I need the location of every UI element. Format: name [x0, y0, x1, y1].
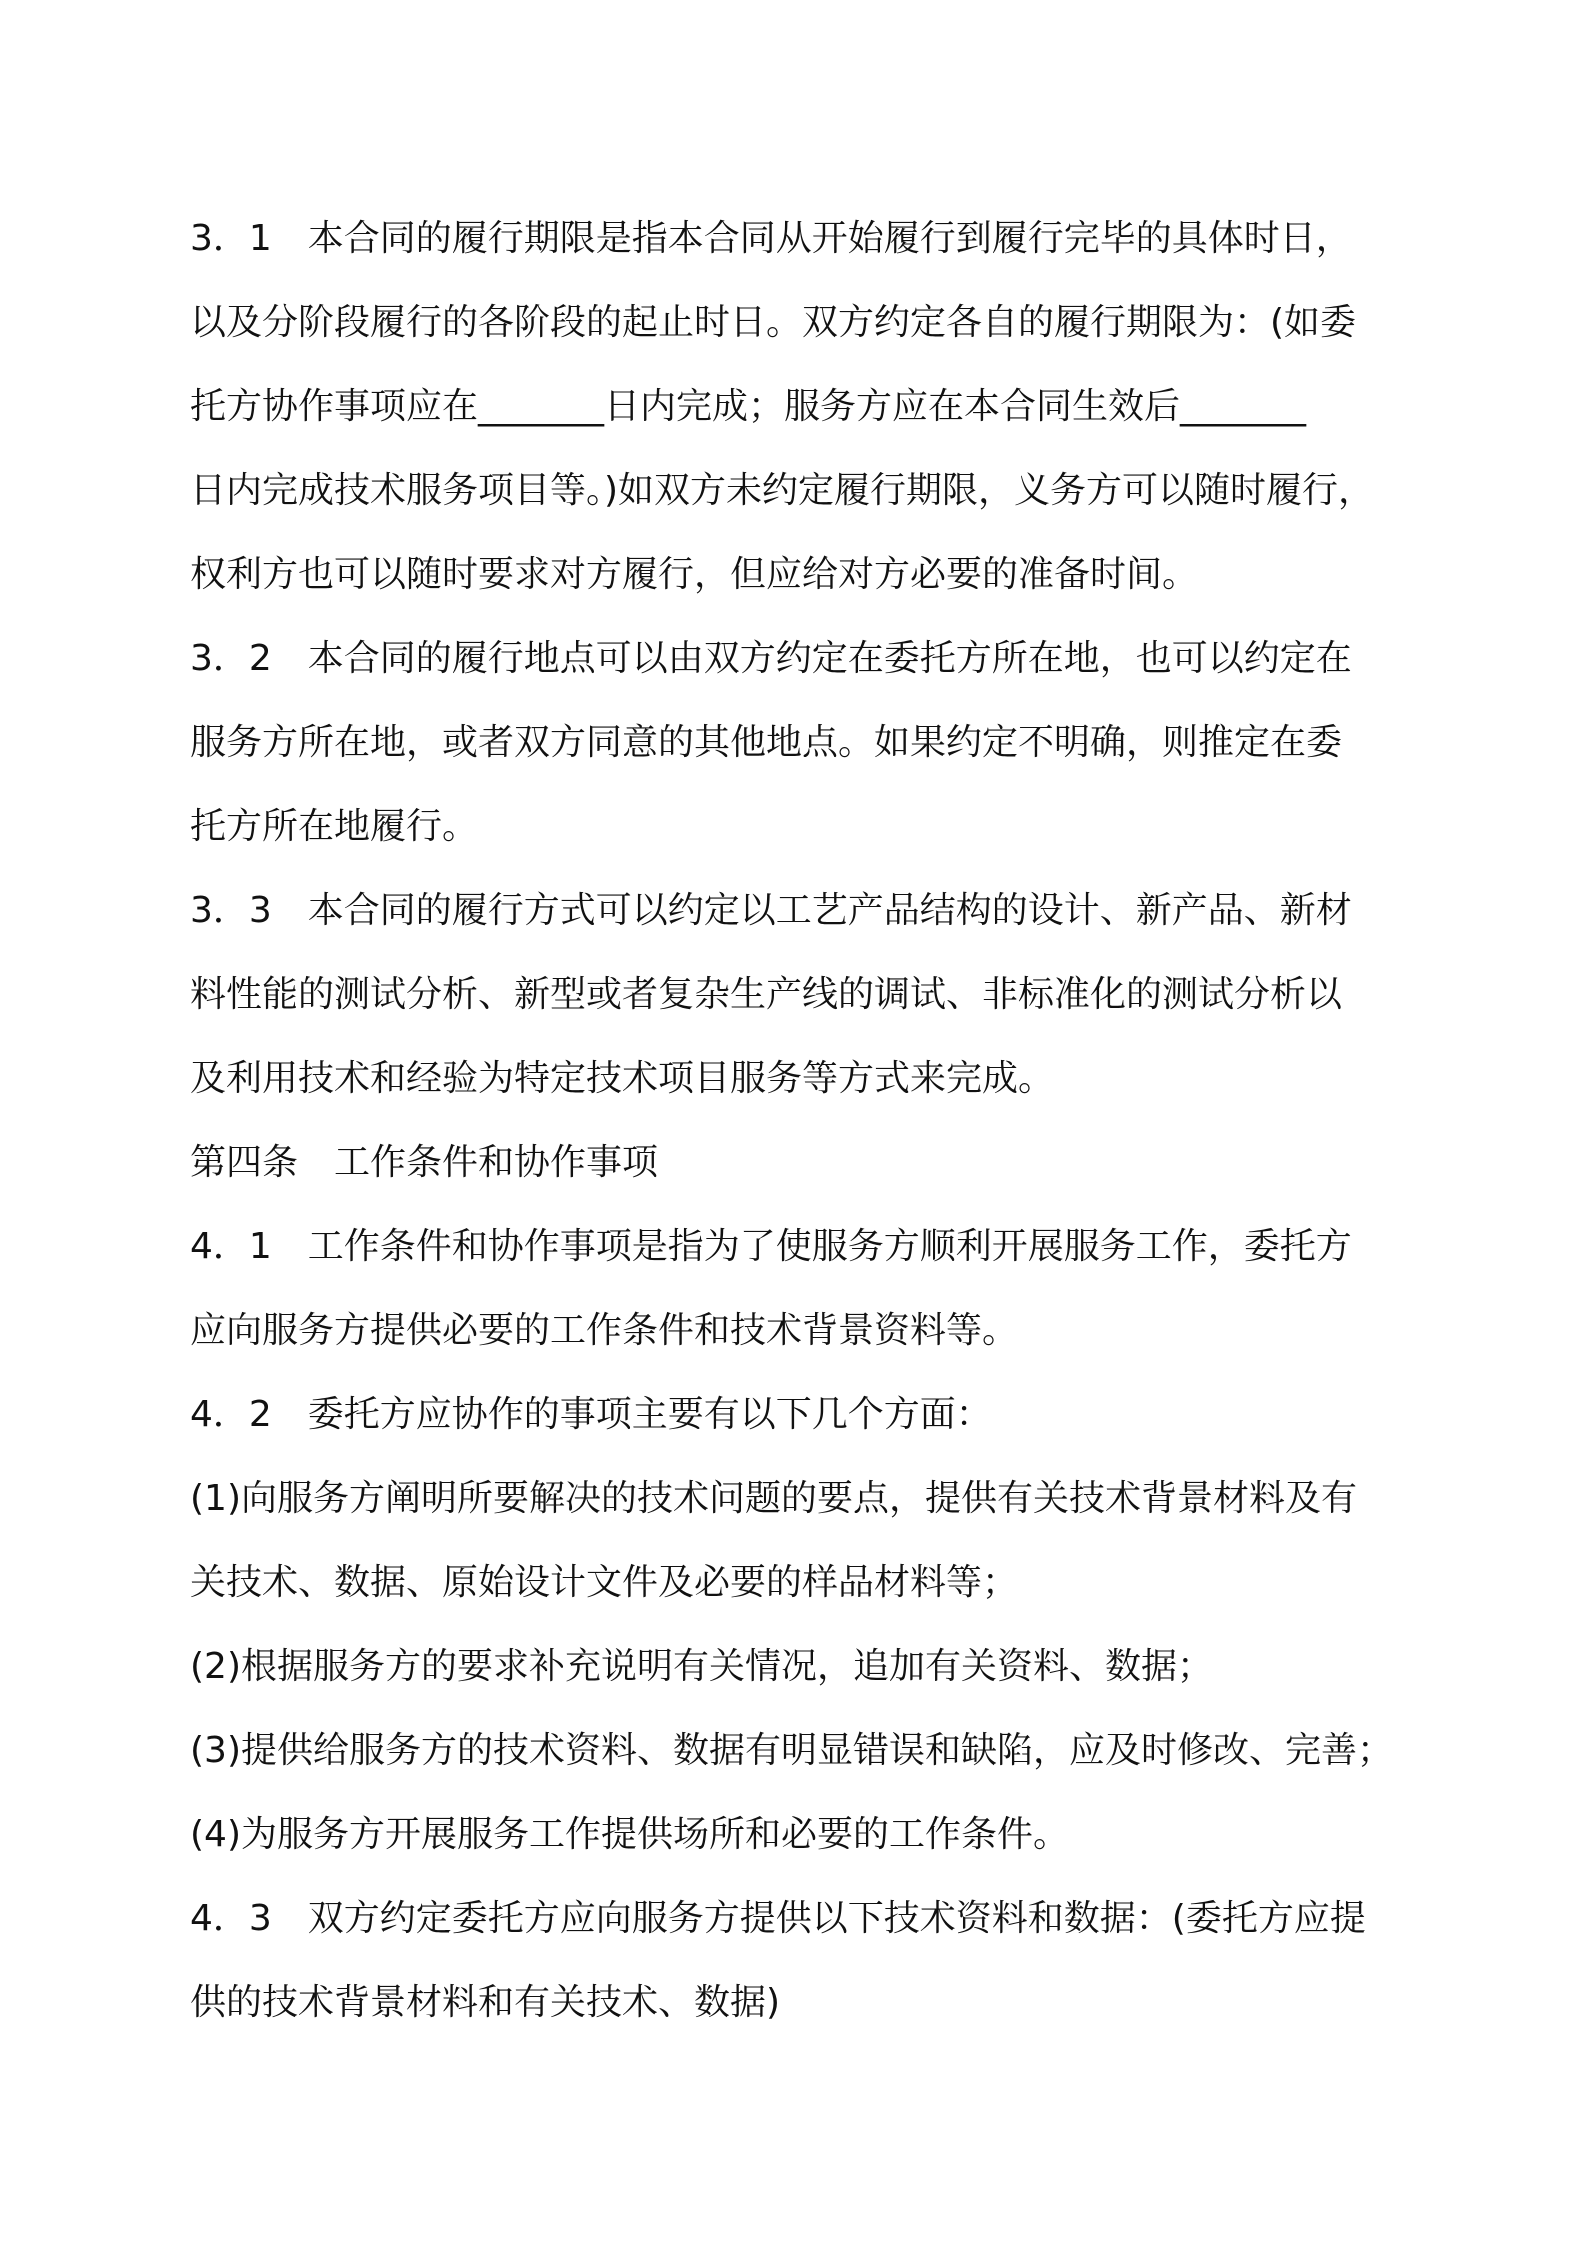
text-line: 及利用技术和经验为特定技术项目服务等方式来完成。	[190, 1058, 1055, 1099]
text-line: 应向服务方提供必要的工作条件和技术背景资料等。	[190, 1310, 1019, 1351]
text-line: 料性能的测试分析、新型或者复杂生产线的调试、非标准化的测试分析以	[190, 974, 1343, 1015]
text-line: 托方所在地履行。	[190, 806, 479, 847]
text-line: 日内完成技术服务项目等。)如双方未约定履行期限，义务方可以随时履行，	[190, 470, 1375, 511]
text-line: 3．2 本合同的履行地点可以由双方约定在委托方所在地，也可以约定在	[190, 638, 1352, 679]
text-line: 托方协作事项应在_______日内完成；服务方应在本合同生效后_______	[190, 386, 1307, 427]
text-line: (2)根据服务方的要求补充说明有关情况，追加有关资料、数据；	[190, 1646, 1213, 1687]
text-line: 4．1 工作条件和协作事项是指为了使服务方顺利开展服务工作，委托方	[190, 1226, 1352, 1267]
text-line: 4．3 双方约定委托方应向服务方提供以下技术资料和数据：(委托方应提	[190, 1898, 1366, 1939]
text-line: 4．2 委托方应协作的事项主要有以下几个方面：	[190, 1394, 992, 1435]
section-heading: 第四条 工作条件和协作事项	[190, 1142, 659, 1183]
text-line: 服务方所在地，或者双方同意的其他地点。如果约定不明确，则推定在委	[190, 722, 1343, 763]
text-line: (4)为服务方开展服务工作提供场所和必要的工作条件。	[190, 1814, 1069, 1855]
text-line: (3)提供给服务方的技术资料、数据有明显错误和缺陷，应及时修改、完善；	[190, 1730, 1393, 1771]
text-line: 关技术、数据、原始设计文件及必要的样品材料等；	[190, 1562, 1019, 1603]
text-line: 供的技术背景材料和有关技术、数据)	[190, 1982, 781, 2023]
text-line: 权利方也可以随时要求对方履行，但应给对方必要的准备时间。	[190, 554, 1199, 595]
contract-text-block	[190, 197, 1420, 2045]
text-line: (1)向服务方阐明所要解决的技术问题的要点，提供有关技术背景材料及有	[190, 1478, 1357, 1519]
text-line: 以及分阶段履行的各阶段的起止时日。双方约定各自的履行期限为：(如委	[190, 302, 1357, 343]
text-line: 3．1 本合同的履行期限是指本合同从开始履行到履行完毕的具体时日，	[190, 218, 1352, 259]
text-line: 3．3 本合同的履行方式可以约定以工艺产品结构的设计、新产品、新材	[190, 890, 1352, 931]
